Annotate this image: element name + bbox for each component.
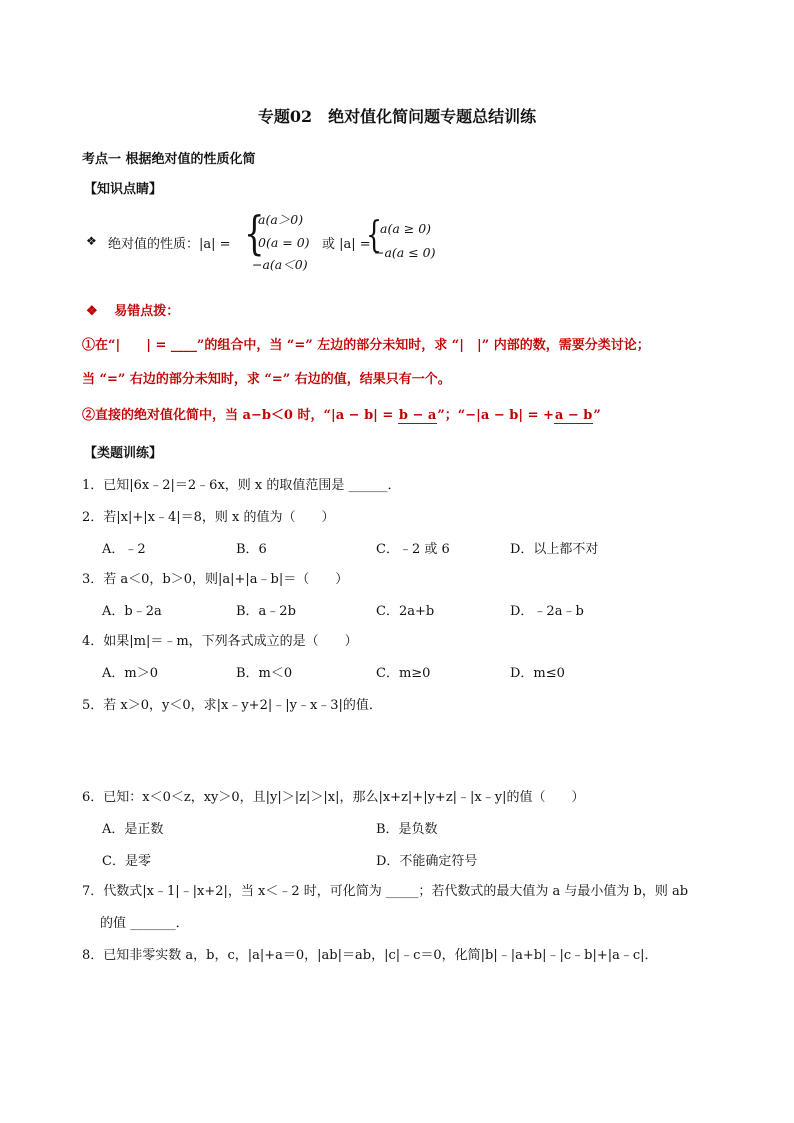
page-title: 专题02 绝对值化简问题专题总结训练 [257,107,537,126]
underlined-answer: a − b [554,408,593,423]
option-d: D．m≤0 [510,666,565,681]
error-tip-line-3: ②直接的绝对值化简中，当 a−b＜0 时，“|a − b| = b − a”；“−|a − b| = +a − b” [82,408,601,423]
diamond-bullet-icon: ❖ [86,234,97,248]
option-a: A．b﹣2a [102,604,162,619]
question-4: 4．如果|m|＝﹣m，下列各式成立的是（ ） [82,634,358,649]
question-2: 2．若|x|+|x﹣4|＝8，则 x 的值为（ ） [82,510,335,525]
option-b: B．是负数 [376,822,438,837]
underlined-answer: b − a [398,408,437,423]
option-d: D．不能确定符号 [376,854,478,869]
error-tip-line-1: ①在“| | = ____”的组合中，当 “=” 左边的部分未知时，求 “| |” 内部的数，需要分类讨论； [82,338,650,353]
case-nonpositive: −a(a ≤ 0) [374,245,436,260]
case-zero: 0(a = 0) [258,235,310,250]
case-nonnegative: a(a ≥ 0) [380,221,432,236]
knowledge-heading: 【知识点睛】 [84,182,163,197]
property-label: 绝对值的性质：|a| = [108,237,231,252]
training-heading: 【类题训练】 [84,446,163,461]
question-7: 7．代数式|x﹣1|﹣|x+2|，当 x＜﹣2 时，可化简为 _____；若代数式的最大值为 a 与最小值为 b，则 ab [82,884,689,899]
option-c: C．m≥0 [376,666,431,681]
question-7-continued: 的值 _______． [100,916,189,931]
error-tips-title: 易错点拨： [114,304,180,319]
option-c: C．是零 [102,854,151,869]
question-6: 6．已知：x＜0＜z，xy＞0，且|y|＞|z|＞|x|，那么|x+z|+|y+z|﹣|x﹣y|的值（ ） [82,790,585,805]
option-c: C．2a+b [376,604,435,619]
option-c: C．﹣2 或 6 [376,542,450,557]
case-positive: a(a＞0) [258,212,304,227]
left-brace-icon: { [366,215,383,256]
error-tip-line-2: 当 “=” 右边的部分未知时，求 “=” 右边的值，结果只有一个。 [82,372,451,387]
left-brace-icon: { [244,206,265,260]
option-b: B．m＜0 [236,666,293,681]
option-d: D．以上都不对 [510,542,599,557]
option-d: D．﹣2a﹣b [510,604,584,619]
option-b: B．6 [236,542,267,557]
option-a: A．m＞0 [102,666,158,681]
option-a: A．﹣2 [102,542,146,557]
section-heading: 考点一 根据绝对值的性质化简 [82,152,256,167]
diamond-bullet-icon: ❖ [86,304,98,319]
question-8: 8．已知非零实数 a，b，c，|a|+a＝0，|ab|＝ab，|c|﹣c＝0，化简|b|﹣|a+b|﹣|c﹣b|+|a﹣c|． [82,948,658,963]
or-label: 或 |a| = [322,237,371,252]
case-negative: −a(a＜0) [252,257,308,272]
option-b: B．a﹣2b [236,604,296,619]
question-1: 1．已知|6x﹣2|＝2﹣6x，则 x 的取值范围是 ______． [82,478,401,493]
error-tips-heading [86,300,179,319]
question-3: 3．若 a＜0，b＞0，则|a|+|a﹣b|＝（ ） [82,572,349,587]
question-5: 5．若 x＞0，y＜0，求|x﹣y+2|﹣|y﹣x﹣3|的值． [82,698,382,713]
option-a: A．是正数 [102,822,164,837]
